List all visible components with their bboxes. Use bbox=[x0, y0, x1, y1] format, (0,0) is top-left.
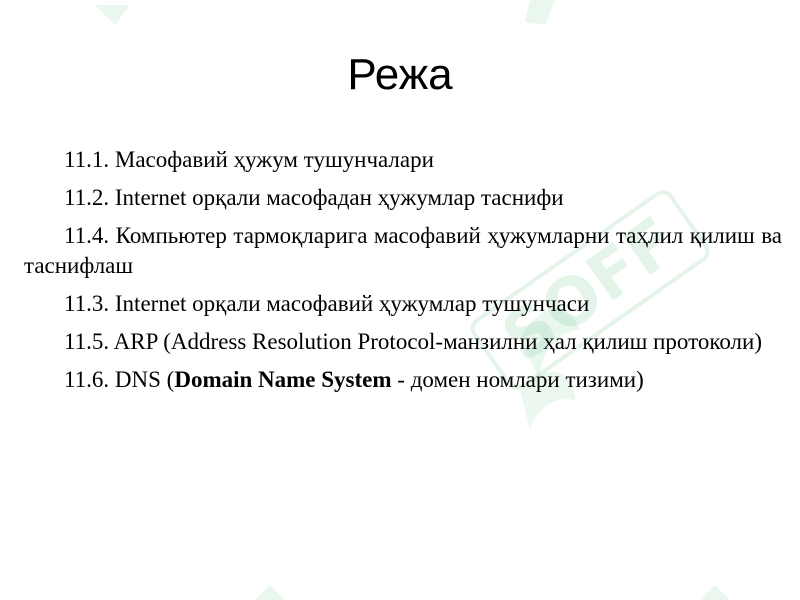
list-item: 11.1. Масофавий ҳужум тушунчалари bbox=[64, 147, 434, 172]
item-prefix: 11.6. DNS ( bbox=[64, 367, 175, 392]
item-bold-term: Domain Name System bbox=[174, 367, 392, 392]
list-item: 11.5. ARP (Address Resolution Protocol-манзилни ҳал қилиш протоколи) bbox=[64, 329, 762, 354]
list-item: 11.4. Компьютер тармоқларига масофавий ҳужумларни таҳлил қилиш ва таснифлаш bbox=[24, 223, 782, 278]
watermark-text: SOFF bbox=[488, 202, 692, 377]
list-item bbox=[24, 365, 782, 395]
list-item: 11.2. Internet орқали масофадан ҳужумлар таснифи bbox=[64, 185, 564, 210]
item-suffix: - домен номлари тизими) bbox=[391, 367, 644, 392]
slide-title: Режа bbox=[347, 50, 453, 99]
list-item: 11.3. Internet орқали масофавий ҳужумлар тушунчаси bbox=[64, 291, 590, 316]
outline-list bbox=[24, 145, 782, 403]
